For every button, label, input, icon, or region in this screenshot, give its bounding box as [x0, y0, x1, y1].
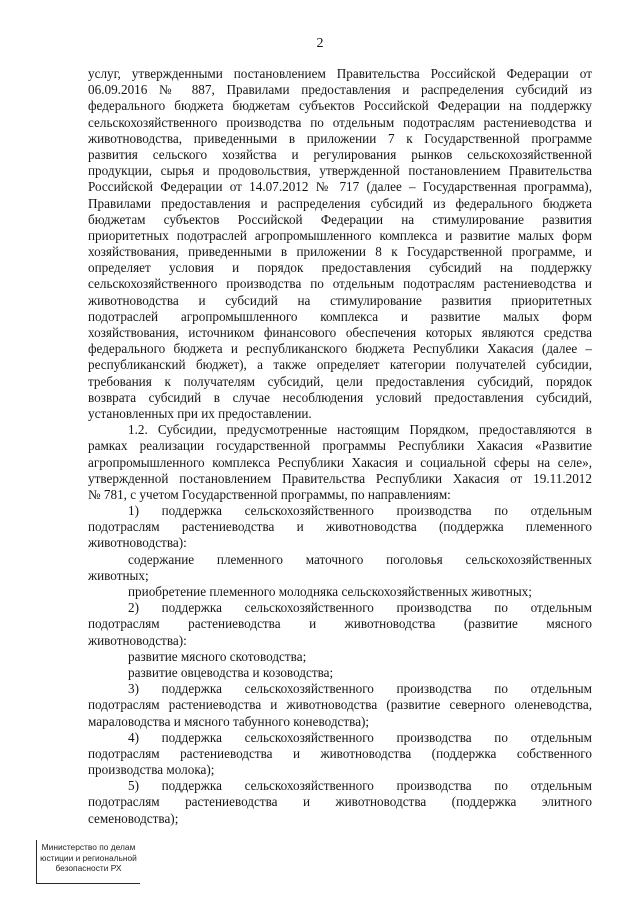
paragraph	[88, 584, 592, 600]
paragraph	[88, 778, 592, 827]
text-line: подотраслям растениеводства и животноводства (поддержка собственного	[88, 745, 592, 761]
text-line: 5) поддержка сельскохозяйственного производства по отдельным	[128, 778, 592, 794]
text-line: подотраслям растениеводства и животноводства (поддержка элитного	[88, 794, 592, 810]
paragraph	[88, 66, 592, 422]
text-line: подотраслям растениеводства и животноводства (поддержка племенного	[88, 519, 592, 535]
text-line: животноводства и субсидий на стимулирование развития приоритетных	[88, 292, 592, 308]
text-line: 06.09.2016 № 887, Правилами предоставления и распределения субсидий из	[88, 82, 592, 98]
text-line: федерального бюджета бюджетам субъектов Российской Федерации на поддержку	[88, 98, 592, 114]
text-line: 3) поддержка сельскохозяйственного производства по отдельным	[128, 681, 592, 697]
text-line: 2) поддержка сельскохозяйственного производства по отдельным	[128, 600, 592, 616]
text-line: развитие овцеводства и козоводства;	[128, 664, 334, 680]
document-body	[88, 66, 592, 827]
text-line: подотраслей агропромышленного комплекса и развитие малых форм	[88, 308, 592, 324]
text-line: подотраслям растениеводства и животноводства (развитие северного оленеводства,	[88, 697, 592, 713]
text-line: производства молока);	[88, 762, 215, 778]
text-line: животноводства):	[88, 632, 187, 648]
text-line: 1.2. Субсидии, предусмотренные настоящим Порядком, предоставляются в	[128, 422, 592, 438]
text-line: бюджетам субъектов Российской Федерации на стимулирование развития	[88, 211, 592, 227]
text-line: развития сельского хозяйства и регулирования рынков сельскохозяйственной	[88, 146, 592, 162]
paragraph	[88, 665, 592, 681]
stamp-line: безопасности РХ	[55, 863, 122, 873]
stamp-line: Министерство по делам	[41, 842, 136, 852]
text-line: федерального бюджета и республиканского бюджета Республики Хакасия (далее –	[88, 341, 592, 357]
text-line: требования к получателям субсидий, цели предоставления субсидий, порядок	[88, 373, 592, 389]
text-line: услуг, утвержденными постановлением Правительства Российской Федерации от	[88, 66, 592, 81]
ministry-registration-stamp	[36, 840, 140, 884]
text-line: хозяйствования, источником финансового обеспечения которых являются средства	[88, 325, 592, 340]
text-line: утвержденной постановлением Правительства Республики Хакасия от 19.11.2012	[88, 470, 592, 486]
text-line: животноводства):	[88, 535, 187, 551]
text-line: возврата субсидий в случае несоблюдения условий предоставления субсидий,	[88, 389, 592, 405]
text-line: республиканский бюджет), а также определяет категории получателей субсидии,	[88, 357, 592, 373]
paragraph	[88, 600, 592, 649]
text-line: животноводства, приведенными в приложении 7 к Государственной программе	[88, 130, 592, 146]
text-line: сельскохозяйственного производства по отдельным подотраслям растениеводства и	[88, 276, 592, 292]
paragraph	[88, 503, 592, 552]
text-line: подотраслям растениеводства и животноводства (развитие мясного	[88, 616, 592, 632]
text-line: мараловодства и мясного табунного коневодства);	[88, 713, 370, 729]
text-line: развитие мясного скотоводства;	[128, 648, 307, 664]
text-line: содержание племенного маточного поголовья сельскохозяйственных	[128, 551, 592, 567]
text-line: приоритетных подотраслей агропромышленного комплекса и развитие малых форм	[88, 227, 592, 243]
page-number: 2	[316, 36, 324, 51]
text-line: рамках реализации государственной программы Республики Хакасия «Развитие	[88, 438, 592, 454]
text-line: хозяйствования, приведенными в приложении 8 к Государственной программе, и	[88, 244, 592, 260]
text-line: 1) поддержка сельскохозяйственного производства по отдельным	[128, 503, 592, 519]
text-line: определяет условия и порядок предоставления субсидий на поддержку	[88, 260, 592, 276]
text-line: семеноводства);	[88, 810, 179, 826]
stamp-line: юстиции и региональной	[40, 852, 137, 863]
text-line: Правилами предоставления и распределения субсидий из федерального бюджета	[88, 195, 592, 211]
paragraph	[88, 730, 592, 779]
paragraph	[88, 422, 592, 503]
paragraph	[88, 552, 592, 584]
text-line: установленных при их предоставлении.	[88, 405, 312, 421]
text-line: агропромышленного комплекса Республики Хакасия и социальной сферы на селе»,	[88, 454, 592, 470]
text-line: приобретение племенного молодняка сельскохозяйственных животных;	[128, 584, 532, 599]
paragraph	[88, 649, 592, 665]
text-line: животных;	[88, 567, 149, 583]
text-line: № 781, с учетом Государственной программы, по направлениям:	[88, 486, 451, 502]
text-line: продукции, сырья и продовольствия, утвержденной постановлением Правительства	[88, 163, 592, 179]
text-line: Российской Федерации от 14.07.2012 № 717 (далее – Государственная программа),	[88, 179, 592, 195]
text-line: 4) поддержка сельскохозяйственного производства по отдельным	[128, 729, 592, 745]
text-line: сельскохозяйственного производства по отдельным подотраслям растениеводства и	[88, 114, 592, 130]
paragraph	[88, 681, 592, 730]
